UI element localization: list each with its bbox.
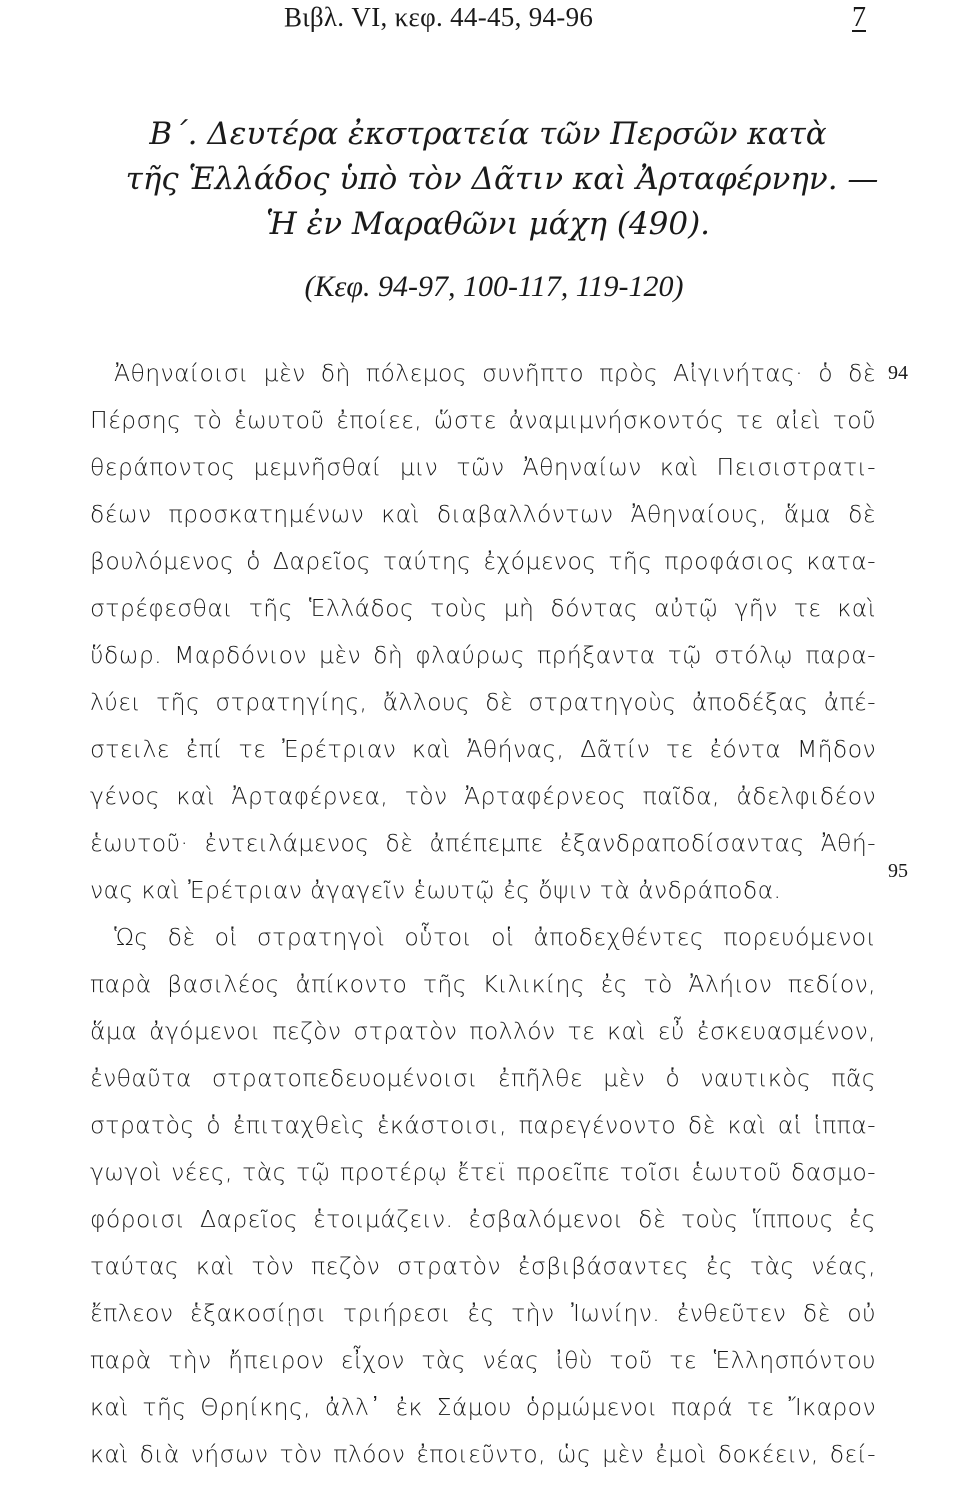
- text-line: λύει τῆς στρατηγίης, ἄλλους δὲ στρατηγοὺς ἀποδέξας ἀπέ-: [90, 688, 876, 716]
- chapter-reference: [0, 270, 976, 304]
- margin-chapter-number: 95: [888, 860, 908, 882]
- section-title: [0, 112, 976, 247]
- text-line: ἐνθαῦτα στρατοπεδευομένοισι ἐπῆλθε μὲν ὁ ναυτικὸς πᾶς: [90, 1064, 876, 1092]
- text-line: ὕδωρ. Μαρδόνιον μὲν δὴ φλαύρως πρήξαντα τῷ στόλῳ παρα-: [90, 641, 876, 669]
- text-line: παρὰ τὴν ἤπειρον εἶχον τὰς νέας ἰθὺ τοῦ τε Ἑλλησπόντου: [90, 1346, 876, 1374]
- running-head: Βιβλ. VI, κεφ. 44-45, 94-96: [284, 2, 594, 32]
- title-line: Β΄. Δευτέρα ἐκστρατεία τῶν Περσῶν κατὰ: [149, 116, 827, 152]
- text-line: στειλε ἐπί τε Ἐρέτριαν καὶ Ἀθήνας, Δᾶτίν τε ἐόντα Μῆδον: [90, 735, 876, 763]
- text-line: νας καὶ Ἐρέτριαν ἀγαγεῖν ἑωυτῷ ἐς ὄψιν τὰ ἀνδράποδα.: [90, 876, 782, 904]
- page-header: [0, 2, 976, 42]
- text-line: ταύτας καὶ τὸν πεζὸν στρατὸν ἐσβιβάσαντες ἐς τὰς νέας,: [90, 1252, 876, 1280]
- page-number: 7: [852, 2, 866, 33]
- chapter-reference-text: (Κεφ. 94-97, 100-117, 119-120): [304, 270, 684, 303]
- text-line: δέων προσκατημένων καὶ διαβαλλόντων Ἀθηναίους, ἅμα δὲ: [90, 500, 876, 528]
- body-text: [90, 350, 876, 1478]
- text-line: παρὰ βασιλέος ἀπίκοντο τῆς Κιλικίης ἐς τὸ Ἀλήιον πεδίον,: [90, 970, 876, 998]
- text-line: καὶ διὰ νήσων τὸν πλόον ἐποιεῦντο, ὡς μὲν ἐμοὶ δοκέειν, δεί-: [90, 1440, 876, 1468]
- text-line: βουλόμενος ὁ Δαρεῖος ταύτης ἐχόμενος τῆς προφάσιος κατα-: [90, 547, 876, 575]
- text-line: ἔπλεον ἑξακοσίῃσι τριήρεσι ἐς τὴν Ἰωνίην. ἐνθεῦτεν δὲ οὐ: [90, 1299, 876, 1327]
- text-line: γωγοὶ νέες, τὰς τῷ προτέρῳ ἔτεϊ προεῖπε τοῖσι ἑωυτοῦ δασμο-: [90, 1158, 876, 1186]
- title-line: Ἡ ἐν Μαραθῶνι μάχη (490).: [265, 206, 711, 242]
- text-line: Ὡς δὲ οἱ στρατηγοὶ οὗτοι οἱ ἀποδεχθέντες πορευόμενοι: [114, 923, 876, 951]
- text-line: θεράποντος μεμνῆσθαί μιν τῶν Ἀθηναίων καὶ Πεισιστρατι-: [90, 453, 876, 481]
- text-line: ἑωυτοῦ· ἐντειλάμενος δὲ ἀπέπεμπε ἐξανδραποδίσαντας Ἀθή-: [90, 829, 876, 857]
- text-line: καὶ τῆς Θρηίκης, ἀλλ᾽ ἐκ Σάμου ὁρμώμενοι παρά τε Ἴκαρον: [90, 1393, 876, 1421]
- text-line: φόροισι Δαρεῖος ἑτοιμάζειν. ἐσβαλόμενοι δὲ τοὺς ἵππους ἐς: [90, 1205, 876, 1233]
- margin-chapter-number: 94: [888, 362, 908, 384]
- text-line: Ἀθηναίοισι μὲν δὴ πόλεμος συνῆπτο πρὸς Αἰγινήτας· ὁ δὲ: [114, 359, 876, 387]
- text-line: γένος καὶ Ἀρταφέρνεα, τὸν Ἀρταφέρνεος παῖδα, ἀδελφιδέον: [90, 782, 876, 810]
- text-line: Πέρσης τὸ ἑωυτοῦ ἐποίεε, ὥστε ἀναμιμνήσκοντός τε αἰεὶ τοῦ: [90, 406, 876, 434]
- text-line: ἅμα ἀγόμενοι πεζὸν στρατὸν πολλόν τε καὶ εὖ ἐσκευασμένον,: [90, 1017, 876, 1045]
- text-line: στρατὸς ὁ ἐπιταχθεὶς ἑκάστοισι, παρεγένοντο δὲ καὶ αἱ ἱππα-: [90, 1111, 876, 1139]
- text-line: στρέφεσθαι τῆς Ἑλλάδος τοὺς μὴ δόντας αὐτῷ γῆν τε καὶ: [90, 594, 876, 622]
- title-line: τῆς Ἑλλάδος ὑπὸ τὸν Δᾶτιν καὶ Ἀρταφέρνην. —: [125, 161, 879, 197]
